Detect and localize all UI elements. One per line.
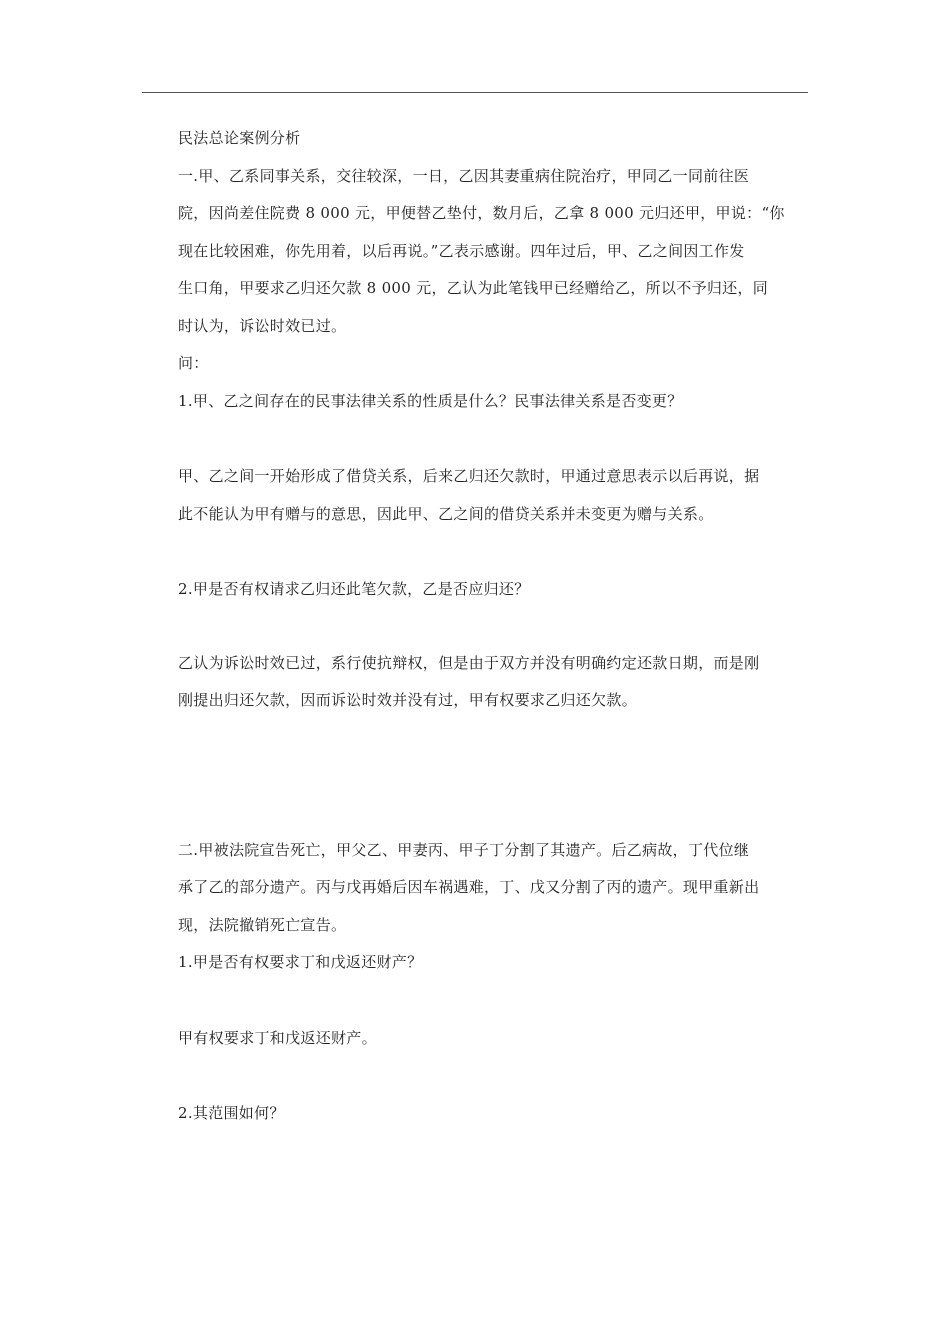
case-1-line: 一.甲、乙系同事关系，交往较深，一日，乙因其妻重病住院治疗，甲同乙一同前往医 [178,166,750,185]
case-2-question-1: 1.甲是否有权要求丁和戊返还财产？ [178,953,423,971]
case-1-answer-1 [178,458,808,533]
case-1-facts [178,158,808,346]
case-2-line: 现，法院撤销死亡宣告。 [178,915,347,934]
case-1-line: 时认为，诉讼时效已过。 [178,316,347,335]
case-2-line: 二.甲被法院宣告死亡，甲父乙、甲妻丙、甲子丁分割了其遗产。后乙病故，丁代位继 [178,840,750,859]
answer-line: 刚提出归还欠款，因而诉讼时效并没有过，甲有权要求乙归还欠款。 [178,691,638,709]
case-1-line: 生口角，甲要求乙归还欠款 8 000 元，乙认为此笔钱甲已经赠给乙，所以不予归还，同 [178,279,769,297]
case-2-line: 承了乙的部分遗产。丙与戊再婚后因车祸遇难，丁、戊又分割了丙的遗产。现甲重新出 [178,878,760,896]
case-1-line: 院，因尚差住院费 8 000 元，甲便替乙垫付，数月后，乙拿 8 000 元归还甲，甲说：“你 [178,204,785,222]
case-1-line: 现在比较困难，你先用着，以后再说。”乙表示感谢。四年过后，甲、乙之间因工作发 [178,241,745,260]
case-1-question-2: 2.甲是否有权请求乙归还此笔欠款，乙是否应归还？ [178,580,530,598]
header-rule [142,92,808,93]
ask-label: 问： [178,354,209,372]
document-body [178,120,808,1133]
answer-line: 乙认为诉讼时效已过，系行使抗辩权，但是由于双方并没有明确约定还款日期，而是刚 [178,653,760,672]
case-2-answer-1: 甲有权要求丁和戊返还财产。 [178,1028,377,1047]
answer-line: 甲、乙之间一开始形成了借贷关系，后来乙归还欠款时，甲通过意思表示以后再说，据 [178,467,760,485]
answer-line: 此不能认为甲有赠与的意思，因此甲、乙之间的借贷关系并未变更为赠与关系。 [178,504,714,523]
document-title: 民法总论案例分析 [178,129,301,147]
case-1-answer-2 [178,645,808,720]
case-2-facts [178,832,808,945]
case-1-question-1: 1.甲、乙之间存在的民事法律关系的性质是什么？民事法律关系是否变更？ [178,391,683,410]
case-2-question-2: 2.其范围如何？ [178,1104,285,1122]
